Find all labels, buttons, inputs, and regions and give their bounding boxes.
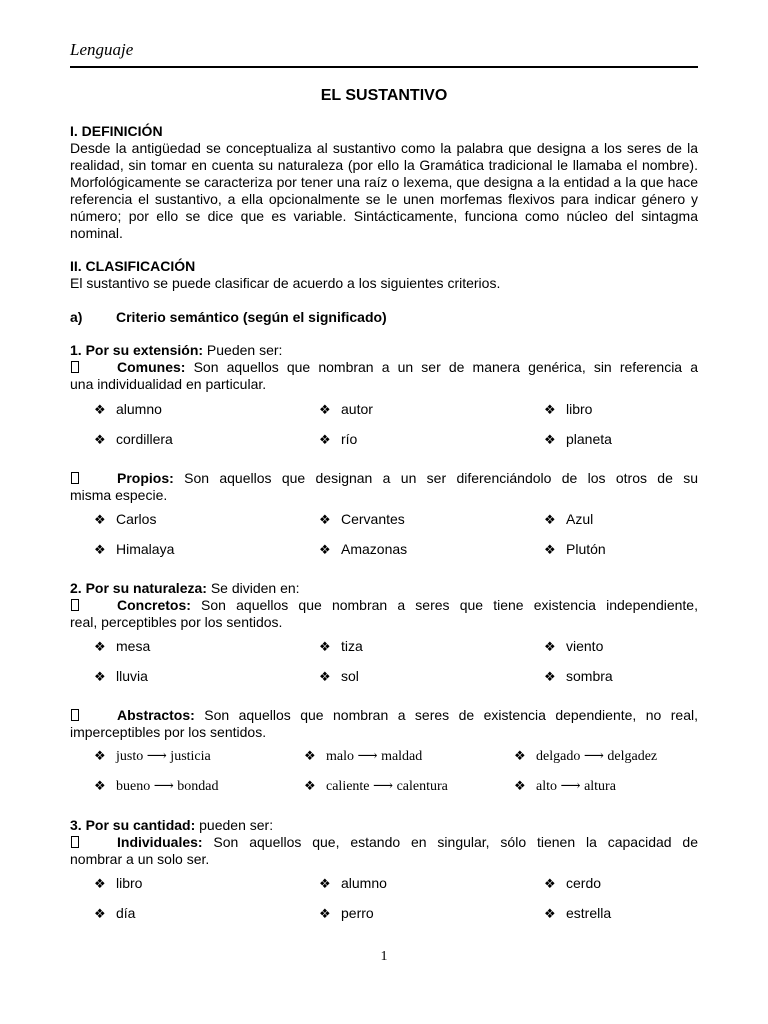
section-heading-definicion: I. DEFINICIÓN xyxy=(70,123,163,139)
section-heading-clasificacion: II. CLASIFICACIÓN xyxy=(70,258,196,274)
individuales-examples xyxy=(94,875,698,935)
naturaleza-heading-rest: Se dividen en: xyxy=(206,580,300,596)
example-item: ❖ cordillera xyxy=(94,431,173,447)
bullet-diamond-icon: ❖ xyxy=(94,432,106,447)
example-item: ❖ alto ⟶ altura xyxy=(514,778,616,794)
bullet-diamond-icon: ❖ xyxy=(319,402,331,417)
bullet-diamond-icon: ❖ xyxy=(514,778,526,793)
naturaleza-block xyxy=(70,580,698,631)
example-item: ❖ viento xyxy=(544,638,604,654)
bullet-diamond-icon: ❖ xyxy=(514,748,526,763)
bullet-diamond-icon: ❖ xyxy=(544,639,556,654)
example-item: ❖ alumno xyxy=(319,875,387,891)
example-item: ❖ perro xyxy=(319,905,374,921)
abstractos-block xyxy=(70,707,698,741)
bullet-diamond-icon: ❖ xyxy=(319,876,331,891)
concretos-line2: real, perceptibles por los sentidos. xyxy=(70,614,283,630)
bullet-diamond-icon: ❖ xyxy=(544,432,556,447)
running-header-title: Lenguaje xyxy=(70,40,134,59)
example-item: ❖ Cervantes xyxy=(319,511,405,527)
bullet-diamond-icon: ❖ xyxy=(544,876,556,891)
example-item: ❖ autor xyxy=(319,401,373,417)
example-item: ❖ estrella xyxy=(544,905,612,921)
bullet-diamond-icon: ❖ xyxy=(94,402,106,417)
header-divider xyxy=(70,66,698,68)
extension-heading-rest: Pueden ser: xyxy=(203,342,283,358)
propios-def-line1: Son aquellos que designan a un ser diferenciándolo de los otros de su xyxy=(173,470,698,486)
bullet-diamond-icon: ❖ xyxy=(319,542,331,557)
example-item: ❖ sombra xyxy=(544,668,613,684)
example-item: ❖ libro xyxy=(544,401,593,417)
page-number: 1 xyxy=(380,949,388,964)
bullet-diamond-icon: ❖ xyxy=(94,639,106,654)
document-title: EL SUSTANTIVO xyxy=(320,87,448,104)
bullet-diamond-icon: ❖ xyxy=(304,748,316,763)
example-item: ❖ bueno ⟶ bondad xyxy=(94,778,219,794)
example-item: ❖ malo ⟶ maldad xyxy=(304,748,423,764)
example-item: ❖ Carlos xyxy=(94,511,157,527)
bullet-diamond-icon: ❖ xyxy=(94,669,106,684)
naturaleza-heading: 2. Por su naturaleza: xyxy=(70,580,207,596)
example-item: ❖ Azul xyxy=(544,511,594,527)
concretos-def-line1: Son aquellos que nombran a seres que tiene existencia independiente, xyxy=(190,597,698,613)
bullet-diamond-icon: ❖ xyxy=(319,906,331,921)
concretos-examples xyxy=(94,638,698,698)
example-item: ❖ río xyxy=(319,431,358,447)
extension-block xyxy=(70,342,698,393)
example-row xyxy=(94,875,698,905)
bullet-diamond-icon: ❖ xyxy=(544,906,556,921)
bullet-diamond-icon: ❖ xyxy=(544,542,556,557)
propios-examples xyxy=(94,511,698,571)
bullet-diamond-icon: ❖ xyxy=(544,512,556,527)
cantidad-heading-rest: pueden ser: xyxy=(195,817,274,833)
individuales-line1 xyxy=(70,834,698,851)
example-row xyxy=(94,431,698,461)
cantidad-heading: 3. Por su cantidad: xyxy=(70,817,196,833)
bullet-diamond-icon: ❖ xyxy=(94,876,106,891)
abstractos-def-line1: Son aquellos que nombran a seres de existencia dependiente, no real, xyxy=(194,707,698,723)
cantidad-heading-line xyxy=(70,817,698,834)
example-item: ❖ caliente ⟶ calentura xyxy=(304,778,448,794)
example-item: ❖ lluvia xyxy=(94,668,148,684)
checkbox-square-icon xyxy=(71,836,79,848)
example-row xyxy=(94,638,698,668)
example-row xyxy=(94,778,698,808)
abstractos-term: Abstractos: xyxy=(117,707,195,723)
example-item: ❖ día xyxy=(94,905,136,921)
sub-a-label: a) xyxy=(70,309,83,325)
cantidad-block xyxy=(70,817,698,868)
sub-a-text: Criterio semántico (según el significado) xyxy=(116,309,387,325)
comunes-def-line1: Son aquellos que nombran a un ser de manera genérica, sin referencia a xyxy=(185,359,698,375)
example-row xyxy=(94,541,698,571)
example-item: ❖ Plutón xyxy=(544,541,606,557)
propios-block xyxy=(70,470,698,504)
checkbox-square-icon xyxy=(71,361,79,373)
bullet-diamond-icon: ❖ xyxy=(304,778,316,793)
bullet-diamond-icon: ❖ xyxy=(319,669,331,684)
propios-line1 xyxy=(70,470,698,487)
naturaleza-heading-line xyxy=(70,580,698,597)
extension-heading: 1. Por su extensión: xyxy=(70,342,204,358)
comunes-line1 xyxy=(70,359,698,376)
checkbox-square-icon xyxy=(71,599,79,611)
example-item: ❖ alumno xyxy=(94,401,162,417)
criterio-semantico-heading xyxy=(70,309,698,326)
individuales-def-line1: Son aquellos que, estando en singular, sólo tienen la capacidad de xyxy=(202,834,698,850)
section-definicion xyxy=(70,123,698,242)
concretos-line1 xyxy=(70,597,698,614)
example-row xyxy=(94,748,698,778)
bullet-diamond-icon: ❖ xyxy=(319,512,331,527)
bullet-diamond-icon: ❖ xyxy=(94,512,106,527)
checkbox-square-icon xyxy=(71,709,79,721)
checkbox-square-icon xyxy=(71,472,79,484)
definicion-paragraph: Desde la antigüedad se conceptualiza al sustantivo como la palabra que designa a los seres de la realidad, sin tomar en cuenta su naturaleza (por ello la Gramática tradicional le llamaba el nombre). Morfológicamente se caracteriza por tener una raíz o lexema, que designa a la entidad a la que hace referencia el sustantivo, a ella opcionalmente se le unen morfemas flexivos para indicar género y número; por ello se dice que es variable. Sintácticamente, funciona como núcleo del sintagma nominal. xyxy=(70,140,698,241)
propios-line2: misma especie. xyxy=(70,487,168,503)
example-item: ❖ mesa xyxy=(94,638,151,654)
example-item: ❖ justo ⟶ justicia xyxy=(94,748,211,764)
bullet-diamond-icon: ❖ xyxy=(319,432,331,447)
example-item: ❖ Himalaya xyxy=(94,541,175,557)
comunes-line2: una individualidad en particular. xyxy=(70,376,267,392)
section-clasificacion xyxy=(70,258,698,292)
example-row xyxy=(94,401,698,431)
example-item: ❖ sol xyxy=(319,668,359,684)
bullet-diamond-icon: ❖ xyxy=(94,906,106,921)
example-item: ❖ delgado ⟶ delgadez xyxy=(514,748,658,764)
comunes-term: Comunes: xyxy=(117,359,186,375)
example-row xyxy=(94,905,698,935)
abstractos-line1 xyxy=(70,707,698,724)
extension-heading-line xyxy=(70,342,698,359)
concretos-term: Concretos: xyxy=(117,597,191,613)
example-row xyxy=(94,511,698,541)
bullet-diamond-icon: ❖ xyxy=(319,639,331,654)
bullet-diamond-icon: ❖ xyxy=(94,778,106,793)
propios-term: Propios: xyxy=(117,470,174,486)
individuales-line2: nombrar a un solo ser. xyxy=(70,851,210,867)
individuales-term: Individuales: xyxy=(117,834,203,850)
example-item: ❖ libro xyxy=(94,875,143,891)
comunes-examples xyxy=(94,401,698,461)
example-item: ❖ planeta xyxy=(544,431,612,447)
bullet-diamond-icon: ❖ xyxy=(544,402,556,417)
bullet-diamond-icon: ❖ xyxy=(94,542,106,557)
example-item: ❖ tiza xyxy=(319,638,363,654)
clasificacion-intro: El sustantivo se puede clasificar de acuerdo a los siguientes criterios. xyxy=(70,275,501,291)
example-item: ❖ cerdo xyxy=(544,875,602,891)
bullet-diamond-icon: ❖ xyxy=(94,748,106,763)
abstractos-line2: imperceptibles por los sentidos. xyxy=(70,724,267,740)
bullet-diamond-icon: ❖ xyxy=(544,669,556,684)
abstractos-examples xyxy=(94,748,698,808)
example-item: ❖ Amazonas xyxy=(319,541,408,557)
example-row xyxy=(94,668,698,698)
